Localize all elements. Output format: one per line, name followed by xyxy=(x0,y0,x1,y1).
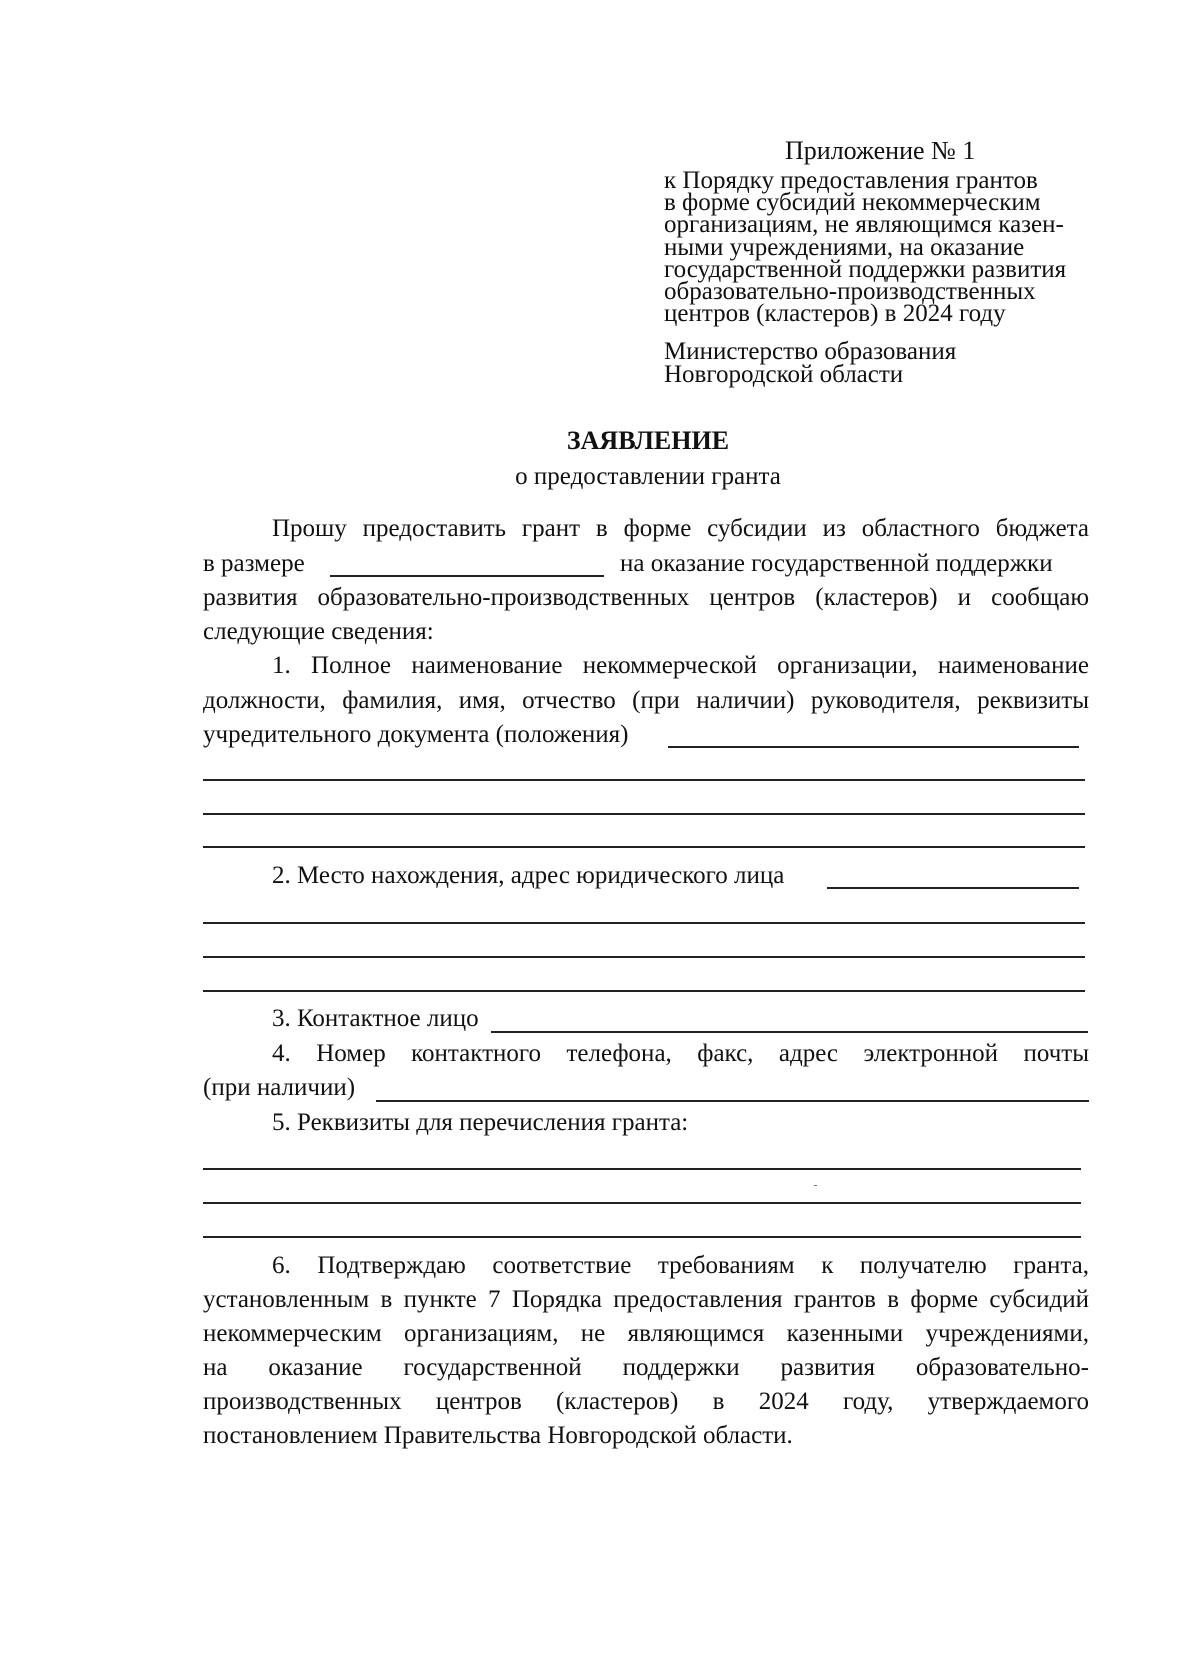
item-4-text: 4. Номер контактного телефона, факс, адрес электронной почты xyxy=(272,1040,1089,1067)
appendix-line: центров (кластеров) в 2024 году xyxy=(664,300,1006,328)
document-subtitle: о предоставлении гранта xyxy=(515,463,781,490)
item-4-text: (при наличии) xyxy=(203,1074,356,1101)
item-6-text: производственных центров (кластеров) в 2024 году, утверждаемого xyxy=(203,1388,1089,1415)
bank-details-field[interactable] xyxy=(203,1236,1081,1238)
organization-details-field[interactable] xyxy=(203,846,1085,848)
appendix-line: организациям, не являющимся казен- xyxy=(664,211,1064,239)
legal-address-field[interactable] xyxy=(203,922,1085,924)
item-6-text: постановлением Правительства Новгородской области. xyxy=(203,1422,793,1449)
organization-details-field[interactable] xyxy=(203,813,1085,815)
bank-details-field[interactable] xyxy=(203,1168,1081,1170)
appendix-line: государственной поддержки развития xyxy=(664,255,1067,283)
organization-details-field[interactable] xyxy=(668,746,1079,748)
contact-person-field[interactable] xyxy=(491,1031,1088,1033)
item-1-text: учредительного документа (положения) xyxy=(203,721,629,748)
item-6-text: установленным в пункте 7 Порядка предоставления грантов в форме субсидий xyxy=(203,1286,1089,1313)
item-3-text: 3. Контактное лицо xyxy=(272,1005,479,1032)
grant-amount-field[interactable] xyxy=(330,575,604,577)
intro-line: Прошу предоставить грант в форме субсидии из областного бюджета xyxy=(272,515,1089,542)
appendix-line: ными учреждениями, на оказание xyxy=(664,233,1025,261)
addressee-line: Новгородской области xyxy=(664,360,904,388)
appendix-title: Приложение № 1 xyxy=(785,136,976,165)
item-1-text: 1. Полное наименование некоммерческой организации, наименование xyxy=(272,652,1089,679)
appendix-line: образовательно-производственных xyxy=(664,278,1036,306)
item-6-text: на оказание государственной поддержки развития образовательно- xyxy=(203,1354,1089,1381)
organization-details-field[interactable] xyxy=(203,779,1085,781)
scan-artifact xyxy=(814,1185,817,1186)
intro-line: на оказание государственной поддержки xyxy=(620,550,1053,577)
bank-details-field[interactable] xyxy=(203,1202,1081,1204)
intro-line: следующие сведения: xyxy=(203,618,434,645)
intro-line: развития образовательно-производственных центров (кластеров) и сообщаю xyxy=(203,584,1089,611)
contact-phone-field[interactable] xyxy=(376,1100,1089,1102)
item-6-text: некоммерческим организациям, не являющимся казенными учреждениями, xyxy=(203,1320,1089,1347)
appendix-line: к Порядку предоставления грантов xyxy=(664,167,1038,194)
item-5-text: 5. Реквизиты для перечисления гранта: xyxy=(272,1109,689,1136)
item-2-text: 2. Место нахождения, адрес юридического лица xyxy=(272,862,785,889)
item-1-text: должности, фамилия, имя, отчество (при наличии) руководителя, реквизиты xyxy=(203,687,1089,714)
addressee xyxy=(664,338,957,388)
legal-address-field[interactable] xyxy=(827,887,1079,889)
addressee-line: Министерство образования xyxy=(664,338,957,365)
item-6-text: 6. Подтверждаю соответствие требованиям к получателю гранта, xyxy=(272,1252,1089,1279)
legal-address-field[interactable] xyxy=(203,990,1085,992)
appendix-description xyxy=(664,167,1104,328)
intro-line: в размере xyxy=(203,550,305,577)
appendix-line: в форме субсидий некоммерческим xyxy=(664,189,1041,217)
legal-address-field[interactable] xyxy=(203,956,1085,958)
document-title: ЗАЯВЛЕНИЕ xyxy=(566,426,730,455)
